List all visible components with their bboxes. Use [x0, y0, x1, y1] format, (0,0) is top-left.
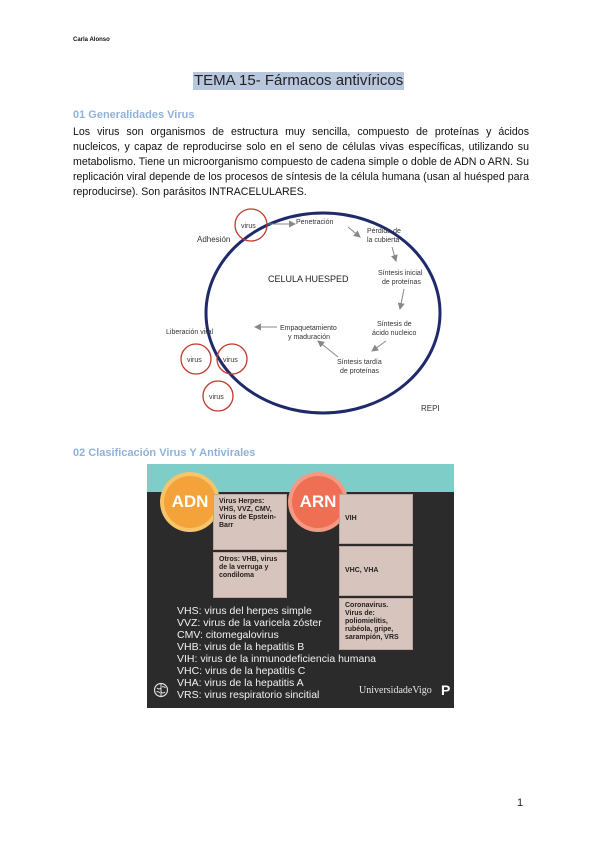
- p-logo-mark: P: [441, 682, 451, 698]
- legend-item: VHC: virus de la hepatitis C: [177, 665, 306, 677]
- virus-released-label-1: virus: [187, 357, 202, 364]
- sintesis-tardia-label-1: Síntesis tardía: [337, 359, 382, 366]
- section-heading-generalidades: 01 Generalidades Virus: [73, 109, 195, 121]
- legend-item: VVZ: virus de la varicela zóster: [177, 617, 322, 629]
- sintesis-acido-label-1: Síntesis de: [377, 321, 412, 328]
- adn-otros-box: Otros: VHB, virus de la verruga y condiloma: [213, 552, 287, 598]
- legend-item: VIH: virus de la inmunodeficiencia humana: [177, 653, 377, 665]
- adn-herpes-box: Virus Herpes: VHS, VVZ, CMV, Virus de Epstein-Barr: [213, 494, 287, 550]
- adn-badge: ADN: [164, 476, 216, 528]
- arn-vhc-box: [339, 546, 413, 596]
- host-cell-label: CELULA HUESPED: [268, 274, 349, 284]
- diagram-credit: REPI: [421, 404, 440, 413]
- host-cell-circle: [206, 213, 440, 413]
- arn-vih-text: VIH: [345, 515, 357, 522]
- page-number: 1: [517, 797, 524, 809]
- empaquetamiento-label-1: Empaquetamiento: [280, 325, 337, 332]
- arn-vhc-text: VHC, VHA: [345, 567, 379, 574]
- liberacion-label: Liberación viral: [166, 329, 214, 336]
- section-heading-clasificacion: 02 Clasificación Virus Y Antivirales: [73, 447, 256, 459]
- arn-coronavirus-box: Coronavirus. Virus de: poliomielitis, rubéola, gripe, sarampión, VRS: [339, 598, 413, 650]
- virus-released-label-2: virus: [223, 357, 238, 364]
- section-body-generalidades: Los virus son organismos de estructura muy sencilla, compuesto de proteínas y ácidos nucleicos, y capaz de reproducirse solo en el seno de células vivas específicas, utilizando su metabolismo. Tiene un microorganismo compuesto de cadena simple o doble de ADN o ARN. Su replicación viral depende de los procesos de síntesis de la célula humana (usan al huésped para reproducirse). Son parásitos INTRACELULARES.: [73, 126, 529, 198]
- legend-item: VHA: virus de la hepatitis A: [177, 677, 304, 689]
- sintesis-inicial-label-2: de proteínas: [382, 279, 421, 286]
- author-name: Carla Alonso: [73, 37, 110, 43]
- page-title: TEMA 15- Fármacos antivíricos: [194, 72, 404, 89]
- legend-item: VHS: virus del herpes simple: [177, 605, 312, 617]
- legend-item: CMV: citomegalovirus: [177, 629, 279, 641]
- brain-icon: [153, 682, 169, 698]
- perdida-label-2: la cubierta: [367, 237, 400, 244]
- arn-badge: ARN: [292, 476, 344, 528]
- perdida-label-1: Pérdida de: [367, 228, 401, 235]
- adhesion-label: Adhesión: [197, 235, 231, 244]
- virus-label: virus: [241, 223, 256, 230]
- legend-item: VRS: virus respiratorio sincitial: [177, 689, 320, 701]
- penetracion-label: Penetración: [296, 219, 334, 226]
- university-logo-text: UniversidadeVigo: [359, 685, 432, 696]
- sintesis-acido-label-2: ácido nucleico: [372, 330, 417, 337]
- virus-classification-panel: [147, 464, 454, 708]
- arn-vih-box: [339, 494, 413, 544]
- abbreviation-legend: [177, 605, 376, 701]
- legend-item: VHB: virus de la hepatitis B: [177, 641, 305, 653]
- sintesis-inicial-label-1: Síntesis inicial: [378, 270, 423, 277]
- sintesis-tardia-label-2: de proteínas: [340, 368, 379, 375]
- virus-released-label-3: virus: [209, 394, 224, 401]
- viral-replication-diagram: [160, 205, 450, 415]
- empaquetamiento-label-2: y maduración: [288, 334, 331, 341]
